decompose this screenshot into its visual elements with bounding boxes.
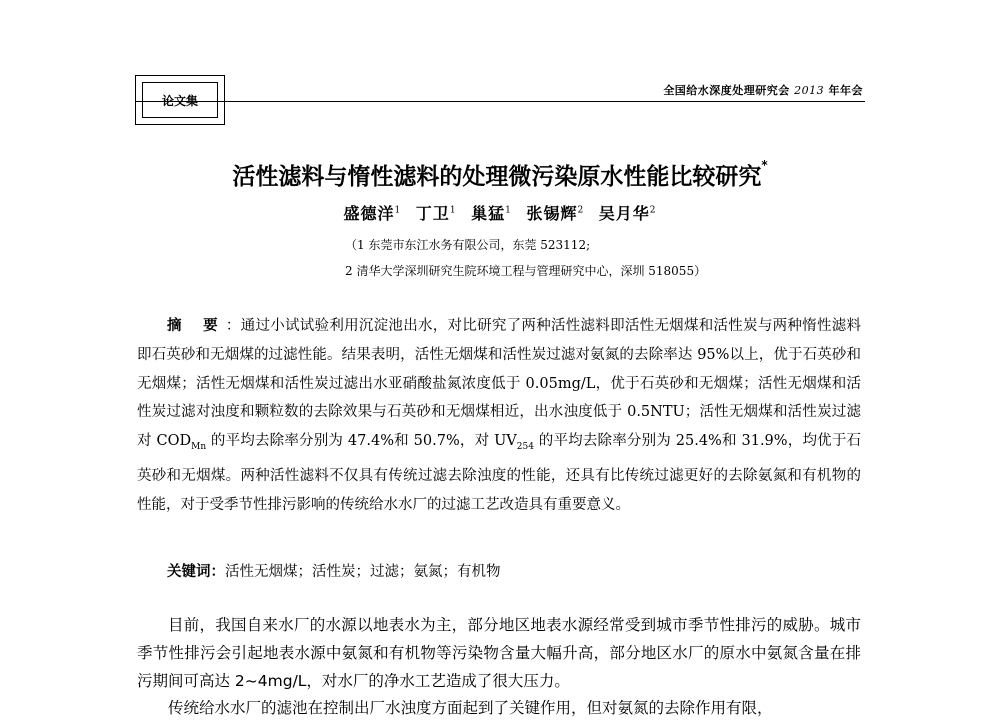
introduction bbox=[137, 612, 861, 723]
paper-title bbox=[0, 158, 1000, 191]
author-affiliation-mark: 2 bbox=[649, 205, 657, 216]
author bbox=[599, 204, 657, 223]
conference-name bbox=[663, 82, 863, 98]
abstract-sub-b: 254 bbox=[516, 442, 534, 453]
header-rule bbox=[135, 101, 865, 102]
author-affiliation-mark: 1 bbox=[449, 205, 457, 216]
author bbox=[526, 204, 584, 223]
author bbox=[471, 204, 512, 223]
author-affiliation-mark: 2 bbox=[577, 205, 585, 216]
conference-year: 2013 bbox=[794, 84, 825, 97]
author bbox=[343, 204, 401, 223]
abstract-text-a: ：通过小试试验利用沉淀池出水，对比研究了两种活性滤料即活性无烟煤和活性炭与两种惰性滤料即石英砂和无烟煤的过滤性能。结果表明，活性无烟煤和活性炭过滤对氨氮的去除率达 95%以上，优于石英砂和无烟煤；活性无烟煤和活性炭过滤出水亚硝酸盐氮浓度低于 0.05mg/L，优于石英砂和无烟煤；活性无烟煤和活性炭过滤对浊度和颗粒数的去除效果与石英砂和无烟煤相近，出水浊度低于 0.5NTU；活性无烟煤和活性炭过滤对 COD bbox=[137, 318, 861, 450]
affiliation-1: （1 东莞市东江水务有限公司，东莞 523112; bbox=[345, 238, 591, 252]
author-affiliation-mark: 1 bbox=[394, 205, 402, 216]
abstract bbox=[137, 312, 861, 519]
conference-prefix: 全国给水深度处理研究会 bbox=[663, 84, 790, 97]
paper-title-text: 活性滤料与惰性滤料的处理微污染原水性能比较研究 bbox=[232, 164, 762, 190]
conference-suffix: 年年会 bbox=[828, 84, 863, 97]
section-tag: 论文集 bbox=[142, 82, 218, 118]
abstract-text-c: 的平均去除率分别为 25.4%和 31.9%，均优于石英砂和无烟煤。两种活性滤料不仅具有传统过滤去除浊度的性能，还具有比传统过滤更好的去除氨氮和有机物的性能，对于受季节性排污影响的传统给水水厂的过滤工艺改造具有重要意义。 bbox=[137, 433, 862, 513]
author-name: 巢猛 bbox=[471, 204, 506, 223]
section-tag-box bbox=[135, 75, 225, 125]
author bbox=[416, 204, 457, 223]
abstract-text-b: 的平均去除率分别为 47.4%和 50.7%，对 UV bbox=[206, 433, 517, 450]
author-name: 吴月华 bbox=[598, 204, 650, 223]
intro-paragraph-1: 目前，我国自来水厂的水源以地表水为主，部分地区地表水源经常受到城市季节性排污的威胁。城市季节性排污会引起地表水源中氨氮和有机物等污染物含量大幅升高，部分地区水厂的原水中氨氮含量在排污期间可高达 2~4mg/L，对水厂的净水工艺造成了很大压力。 bbox=[137, 616, 861, 690]
author-name: 丁卫 bbox=[415, 204, 450, 223]
author-name: 张锡辉 bbox=[526, 204, 578, 223]
abstract-label: 摘 要 bbox=[167, 318, 226, 334]
keywords-label: 关键词： bbox=[167, 564, 225, 580]
keywords bbox=[167, 560, 501, 581]
title-footnote-mark: * bbox=[761, 158, 768, 172]
intro-paragraph-2: 传统给水水厂的滤池在控制出厂水浊度方面起到了关键作用，但对氨氮的去除作用有限， bbox=[168, 699, 773, 718]
author-affiliation-mark: 1 bbox=[505, 205, 512, 216]
abstract-sub-a: Mn bbox=[191, 442, 207, 453]
keywords-text: 活性无烟煤；活性炭；过滤；氨氮；有机物 bbox=[225, 564, 501, 580]
author-name: 盛德洋 bbox=[343, 204, 395, 223]
author-list bbox=[0, 201, 1000, 224]
affiliation-2: 2 清华大学深圳研究生院环境工程与管理研究中心，深圳 518055） bbox=[345, 264, 707, 278]
